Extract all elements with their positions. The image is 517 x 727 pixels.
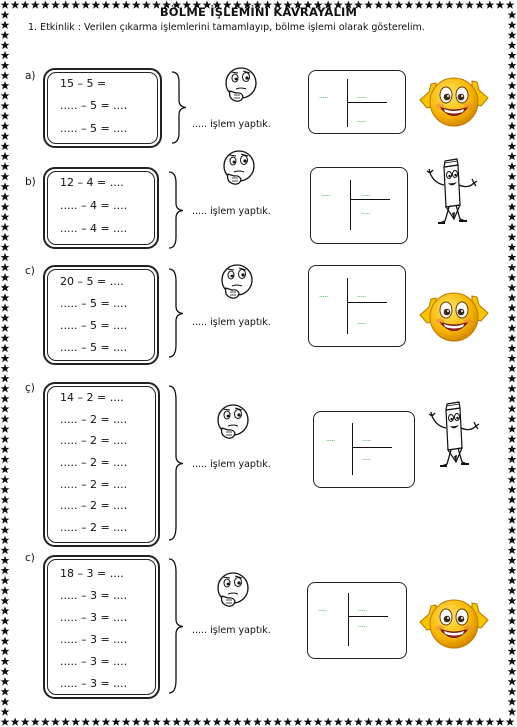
equation-line: ..... – 2 = .... xyxy=(60,478,128,491)
operation-count-text: ..... işlem yaptık. xyxy=(192,625,271,636)
section-label: ç) xyxy=(25,382,35,394)
page-title: BÖLME İŞLEMİNİ KAVRAYALIM xyxy=(159,5,358,19)
curly-brace xyxy=(167,557,187,695)
exercise-a xyxy=(0,70,517,150)
operation-count-text: ..... işlem yaptık. xyxy=(192,206,271,217)
division-box: ..... ..... ..... xyxy=(308,265,406,347)
equation-line: 12 – 4 = .... xyxy=(60,176,124,189)
equation-line: ..... – 5 = .... xyxy=(60,122,128,135)
subtraction-box xyxy=(43,382,160,547)
section-label: c) xyxy=(25,552,35,564)
operation-count-text: ..... işlem yaptık. xyxy=(192,317,271,328)
pencil-character-icon xyxy=(420,155,482,237)
subtraction-box xyxy=(43,167,159,249)
subtraction-box xyxy=(43,68,162,148)
division-box: ..... ..... ..... xyxy=(307,582,407,659)
thinking-face-icon xyxy=(214,570,252,614)
equation-line: ..... – 2 = .... xyxy=(60,434,128,447)
curly-brace xyxy=(167,170,187,250)
equation-line: 18 – 3 = .... xyxy=(60,567,124,580)
operation-count-text: ..... işlem yaptık. xyxy=(192,459,271,470)
equation-line: 20 – 5 = .... xyxy=(60,275,124,288)
smiley-thumbs-up-icon xyxy=(415,285,493,351)
division-box: ..... ..... ..... xyxy=(310,167,408,244)
section-label: c) xyxy=(25,265,35,277)
exercise-last xyxy=(0,552,517,702)
equation-line: ..... – 2 = .... xyxy=(60,521,128,534)
equation-line: ..... – 2 = .... xyxy=(60,413,128,426)
equation-line: ..... – 5 = .... xyxy=(60,319,128,332)
thinking-face-icon xyxy=(218,262,256,306)
equation-line: ..... – 5 = .... xyxy=(60,297,128,310)
section-label: b) xyxy=(25,176,36,188)
thinking-face-icon xyxy=(220,148,258,192)
thinking-face-icon xyxy=(214,402,252,446)
curly-brace xyxy=(167,267,187,359)
equation-line: ..... – 5 = .... xyxy=(60,99,128,112)
equation-line: 15 – 5 = xyxy=(60,77,107,90)
equation-line: ..... – 3 = .... xyxy=(60,677,128,690)
smiley-thumbs-up-icon xyxy=(415,70,493,136)
equation-line: ..... – 2 = .... xyxy=(60,499,128,512)
smiley-thumbs-up-icon xyxy=(415,592,493,658)
curly-brace xyxy=(170,70,190,145)
curly-brace xyxy=(167,384,187,542)
exercise-b xyxy=(0,170,517,250)
equation-line: ..... – 5 = .... xyxy=(60,341,128,354)
exercise-c-cedilla xyxy=(0,382,517,547)
section-label: a) xyxy=(25,70,36,82)
equation-line: 14 – 2 = .... xyxy=(60,391,124,404)
subtraction-box xyxy=(43,265,159,365)
equation-line: ..... – 4 = .... xyxy=(60,222,128,235)
division-box: ..... ..... ..... xyxy=(308,70,406,134)
equation-line: ..... – 3 = .... xyxy=(60,589,128,602)
exercise-c xyxy=(0,265,517,365)
equation-line: ..... – 3 = .... xyxy=(60,655,128,668)
equation-line: ..... – 4 = .... xyxy=(60,199,128,212)
equation-line: ..... – 2 = .... xyxy=(60,456,128,469)
thinking-face-icon xyxy=(222,65,260,109)
equation-line: ..... – 3 = .... xyxy=(60,633,128,646)
pencil-character-icon xyxy=(422,398,484,480)
operation-count-text: ..... işlem yaptık. xyxy=(192,119,271,130)
instruction-text: 1. Etkinlik : Verilen çıkarma işlemlerini tamamlayıp, bölme işlemi olarak gösterelim. xyxy=(28,22,425,33)
equation-line: ..... – 3 = .... xyxy=(60,611,128,624)
subtraction-box xyxy=(43,555,160,699)
division-box: ..... ..... ..... xyxy=(313,411,415,488)
